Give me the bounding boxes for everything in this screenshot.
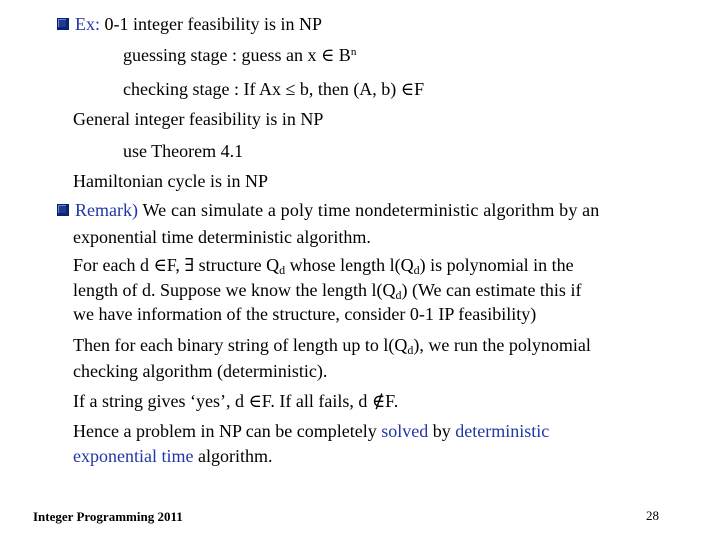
- guessing-stage-line: [123, 44, 356, 66]
- guessing-stage-sup: n: [350, 46, 357, 58]
- exponential-time-line: [73, 445, 272, 467]
- square-bullet-icon: [57, 18, 69, 30]
- hence-text-a: Hence a problem in NP can be completely: [73, 421, 382, 441]
- if-string-line: If a string gives ‘yes’, d ∈F. If all fails, d ∉F.: [73, 391, 399, 411]
- for-each-line: [73, 254, 574, 276]
- for-each-sub1: d: [279, 263, 286, 277]
- exponential-line: exponential time deterministic algorithm.: [73, 227, 371, 247]
- exponential-time-rest: algorithm.: [193, 446, 273, 466]
- ex-text: 0-1 integer feasibility is in NP: [104, 14, 322, 34]
- length-sub: d: [395, 288, 402, 302]
- page-number: 28: [646, 508, 659, 523]
- square-bullet-icon: [57, 204, 69, 216]
- for-each-sub2: d: [413, 263, 420, 277]
- bullet-remark: [57, 199, 599, 221]
- for-each-text-b: whose length l(Q: [285, 255, 414, 275]
- checking-stage-line: checking stage : If Ax ≤ b, then (A, b) ∈F: [123, 79, 425, 99]
- hamiltonian-line: Hamiltonian cycle is in NP: [73, 171, 268, 191]
- exponential-time-highlight: exponential time: [73, 446, 194, 466]
- theorem-line: use Theorem 4.1: [123, 141, 244, 161]
- deterministic-highlight: deterministic: [455, 421, 550, 441]
- for-each-text-c: ) is polynomial in the: [419, 255, 574, 275]
- guessing-stage-text: guessing stage : guess an x ∈ B: [123, 45, 351, 65]
- solved-highlight: solved: [381, 421, 429, 441]
- information-line: we have information of the structure, consider 0-1 IP feasibility): [73, 304, 537, 324]
- length-line: [73, 279, 581, 301]
- bullet-ex: [57, 13, 322, 35]
- then-sub: d: [407, 343, 414, 357]
- remark-text: We can simulate a poly time nondeterministic algorithm by an: [142, 200, 600, 220]
- then-line: [73, 334, 591, 356]
- then-text-b: ), we run the polynomial: [413, 335, 591, 355]
- remark-label: Remark): [75, 200, 138, 220]
- length-text-b: ) (We can estimate this if: [401, 280, 582, 300]
- hence-text-b: by: [428, 421, 456, 441]
- then-text-a: Then for each binary string of length up to l(Q: [73, 335, 408, 355]
- footer-title: Integer Programming 2011: [33, 509, 183, 524]
- hence-line: [73, 420, 549, 442]
- general-integer-line: General integer feasibility is in NP: [73, 109, 324, 129]
- checking-algorithm-line: checking algorithm (deterministic).: [73, 361, 328, 381]
- ex-label: Ex:: [75, 14, 100, 34]
- length-text-a: length of d. Suppose we know the length l(Q: [73, 280, 396, 300]
- for-each-text-a: For each d ∈F, ∃ structure Q: [73, 255, 280, 275]
